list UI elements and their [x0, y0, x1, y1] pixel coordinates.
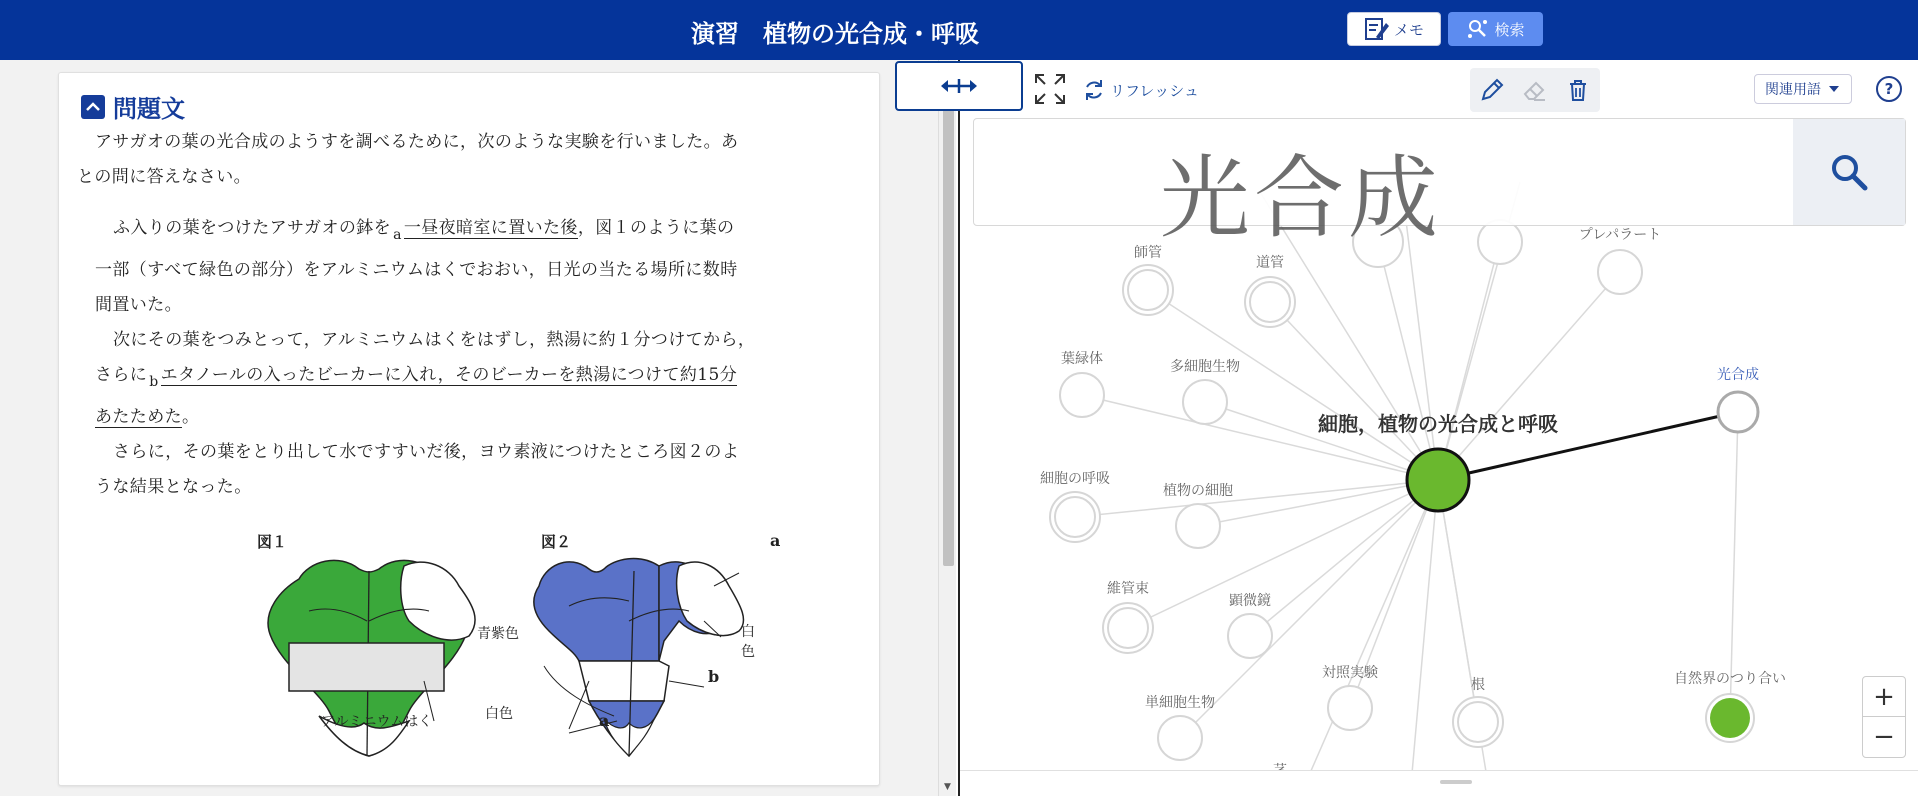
fig2-label: 図２: [541, 533, 572, 551]
scroll-down-arrow-icon[interactable]: ▼: [944, 782, 951, 792]
search-input[interactable]: 光合成: [1160, 146, 1442, 251]
question-heading: 問題文: [113, 95, 185, 123]
intro-line-2: との問に答えなさい。: [77, 167, 251, 187]
zoom-controls: [1862, 676, 1906, 758]
question-pane: [0, 60, 940, 796]
p2-text-a: さらに: [95, 365, 148, 385]
node-プレパラート[interactable]: [1598, 250, 1642, 294]
related-terms-label: 関連用語: [1765, 82, 1821, 98]
node-葉緑体[interactable]: [1060, 373, 1104, 417]
node-対照実験[interactable]: [1328, 686, 1372, 730]
intro-line-1: アサガオの葉の光合成のようすを調べるために，次のような実験を行いました。あ: [95, 132, 739, 152]
fig2-annotation-white-right: 白色: [741, 624, 755, 660]
node-label: プレパラート: [1578, 227, 1662, 243]
node-label: 植物の細胞: [1163, 483, 1233, 499]
edge: [1198, 480, 1438, 526]
node-label: 道管: [1256, 255, 1284, 271]
fig2-annotation-a-bottom: a: [599, 711, 610, 730]
node-label: 維管束: [1107, 581, 1149, 597]
p3-line-1: さらに，その葉をとり出して水ですすいだ後，ヨウ素液につけたところ図２のよ: [113, 442, 740, 462]
help-icon[interactable]: ?: [1876, 76, 1902, 102]
node-細胞の呼吸[interactable]: [1050, 492, 1100, 542]
fig1-label: 図１: [257, 533, 288, 551]
fig1-foil-annotation: アルミニウムはく: [321, 714, 433, 730]
node-師管[interactable]: [1123, 265, 1173, 315]
memo-pencil-icon: [1364, 17, 1390, 41]
fig2-annotation-a-top: a: [770, 531, 781, 550]
node-label: 顕微鏡: [1229, 593, 1271, 609]
edge: [1250, 480, 1438, 636]
eraser-icon[interactable]: [1522, 77, 1548, 103]
node-label: 対照実験: [1322, 665, 1378, 681]
center-node-label: 細胞，植物の光合成と呼吸: [1318, 412, 1558, 436]
bottom-drawer-handle[interactable]: [960, 770, 1918, 796]
left-scrollbar[interactable]: [938, 60, 956, 796]
node-光合成[interactable]: [1718, 392, 1758, 432]
node-維管束[interactable]: [1103, 603, 1153, 653]
edge: [1378, 242, 1438, 480]
horizontal-resize-arrows-icon: [939, 76, 979, 96]
pane-resize-button[interactable]: [895, 61, 1023, 111]
memo-button[interactable]: [1347, 12, 1441, 46]
fig2-annotation-bluepurple: 青紫色: [477, 626, 519, 642]
pen-icon[interactable]: [1479, 77, 1505, 103]
drawing-tools: [1470, 68, 1600, 112]
fullscreen-expand-icon: [1033, 72, 1067, 106]
node-label: 単細胞生物: [1145, 695, 1215, 711]
scroll-thumb[interactable]: [943, 106, 954, 566]
edge: [1270, 302, 1438, 480]
zoom-out-button[interactable]: −: [1873, 722, 1895, 752]
node-多細胞生物[interactable]: [1183, 380, 1227, 424]
magnifier-icon: [1829, 152, 1869, 192]
search-nodes-icon: [1466, 17, 1490, 41]
edge: [1438, 480, 1490, 796]
trash-icon[interactable]: [1565, 77, 1591, 103]
page-title: 演習 植物の光合成・呼吸: [691, 20, 979, 48]
refresh-label: リフレッシュ: [1110, 81, 1199, 100]
fig2-annotation-white-bottom: 白色: [485, 706, 513, 722]
dropdown-caret-icon: [1827, 84, 1841, 94]
question-paragraph-1: [95, 211, 865, 505]
node-center[interactable]: [1407, 449, 1469, 511]
node-label: 多細胞生物: [1170, 359, 1240, 375]
search-button[interactable]: [1448, 12, 1543, 46]
search-submit-button[interactable]: [1793, 119, 1905, 225]
node-label: 細胞の呼吸: [1040, 471, 1110, 487]
p3-line-2: うな結果となった。: [95, 477, 252, 497]
fig2-annotation-b: b: [708, 667, 720, 686]
memo-label: メモ: [1393, 20, 1424, 39]
underline-b-cont: あたためた: [95, 407, 182, 427]
question-intro: [77, 125, 865, 195]
highlight-node-label: 光合成: [1717, 367, 1759, 383]
fig2-leaf-diagram: [529, 551, 759, 761]
search-label: 検索: [1494, 20, 1525, 39]
question-header[interactable]: [81, 89, 185, 124]
node-label: 根: [1471, 677, 1485, 693]
top-bar: [0, 0, 1918, 60]
p1-line-2: 一部（すべて緑色の部分）をアルミニウムはくでおおい，日光の当たる場所に数時: [95, 260, 738, 280]
node-根[interactable]: [1453, 697, 1503, 747]
node-顕微鏡[interactable]: [1228, 614, 1272, 658]
fullscreen-button[interactable]: [1033, 72, 1067, 110]
underline-a: 一昼夜暗室に置いた後: [403, 218, 578, 238]
node-自然界のつり合い[interactable]: [1710, 698, 1750, 738]
node-道管[interactable]: [1245, 277, 1295, 327]
p1-text-b: ，図１のように葉の: [577, 218, 735, 238]
collapse-chevron-up-icon[interactable]: [81, 95, 105, 119]
node-label: 師管: [1134, 245, 1162, 261]
edge: [1075, 480, 1438, 517]
nature-node-label: 自然界のつり合い: [1674, 671, 1786, 687]
node-hidden-2[interactable]: [1478, 220, 1522, 264]
sub-a: a: [393, 227, 402, 243]
edge: [1300, 480, 1438, 796]
node-植物の細胞[interactable]: [1176, 504, 1220, 548]
node-単細胞生物[interactable]: [1158, 716, 1202, 760]
p1-line-3: 間置いた。: [95, 295, 182, 315]
underline-b: エタノールの入ったビーカーに入れ，そのビーカーを熱湯につけて約15分: [160, 365, 738, 385]
node-label: 葉緑体: [1061, 351, 1103, 367]
edge: [1410, 480, 1438, 796]
p2-line-1: 次にその葉をつみとって，アルミニウムはくをはずし，熱湯に約１分つけてから，: [113, 330, 756, 350]
refresh-button[interactable]: [1082, 78, 1199, 102]
related-terms-dropdown[interactable]: [1754, 74, 1852, 104]
edge: [1128, 480, 1438, 628]
refresh-icon: [1082, 78, 1106, 102]
figures: [189, 531, 781, 781]
sub-b: b: [149, 374, 159, 390]
question-card: [58, 72, 880, 786]
p2-end: 。: [182, 407, 200, 427]
zoom-in-button[interactable]: +: [1863, 677, 1905, 717]
p1-text-a: ふ入りの葉をつけたアサガオの鉢を: [113, 218, 392, 238]
drag-handle-bar[interactable]: [1440, 780, 1472, 784]
